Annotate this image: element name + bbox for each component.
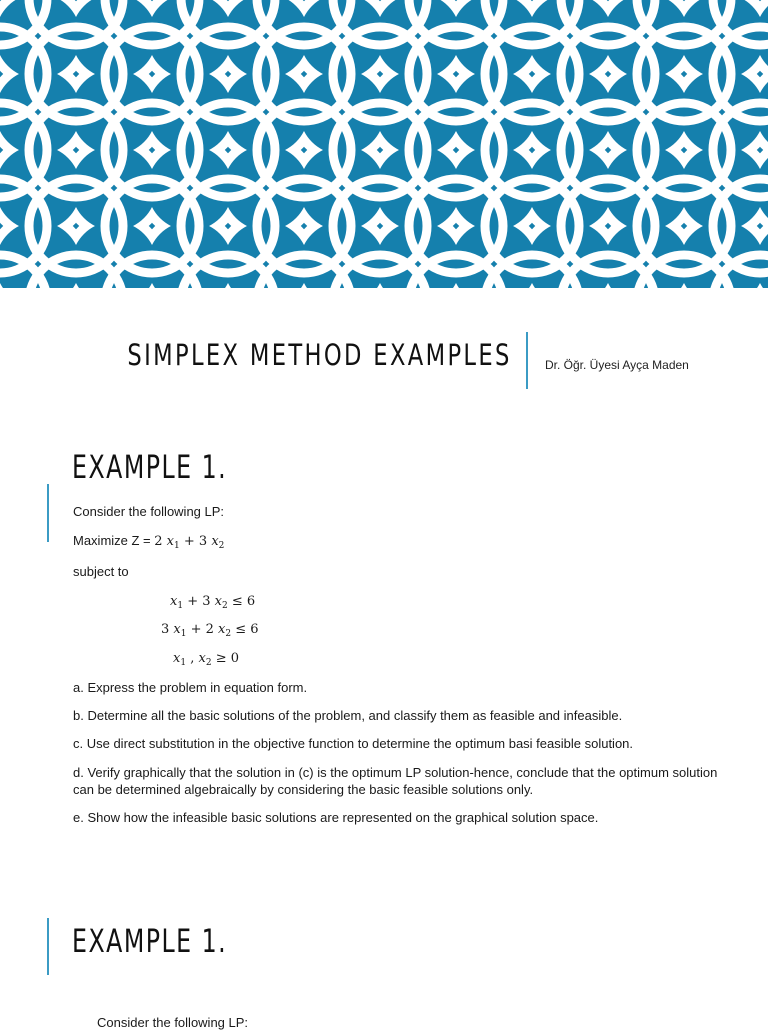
decorative-banner	[0, 0, 768, 288]
subject-to-label: subject to	[73, 564, 129, 579]
lp-intro: Consider the following LP:	[97, 1015, 249, 1030]
task-c: c. Use direct substitution in the objective function to determine the optimum basi feasible solution.	[73, 736, 634, 751]
nonnegativity-constraint: $x_1$ , $x_2 \ge 0$	[173, 651, 239, 668]
title-slide	[0, 288, 768, 412]
task-a: a. Express the problem in equation form.	[73, 680, 308, 695]
circle-pattern-graphic	[0, 0, 768, 288]
slide-heading: EXAMPLE 1.	[72, 448, 228, 486]
constraint-1: $x_1 + 3$ $x_2 \le 6$	[170, 594, 256, 611]
constraint-2: 3 $x_1 + 2$ $x_2 \le 6$	[161, 622, 259, 639]
author-name: Dr. Öğr. Üyesi Ayça Maden	[545, 358, 689, 372]
task-e: e. Show how the infeasible basic solutions are represented on the graphical solution space.	[73, 810, 599, 825]
title-divider	[526, 332, 528, 389]
task-d: d. Verify graphically that the solution in (c) is the optimum LP solution-hence, conclude that the optimum solution can be determined algebraically by considering the basic feasible solutions only.	[73, 765, 718, 797]
task-b: b. Determine all the basic solutions of the problem, and classify them as feasible and infeasible.	[73, 708, 623, 723]
heading-accent-bar	[47, 918, 49, 975]
lp-intro: Consider the following LP:	[73, 504, 225, 519]
deck-title: SIMPLEX METHOD EXAMPLES	[127, 338, 512, 372]
objective-function: Maximize Z = 2 $x_1 + 3$ $x_2$	[73, 533, 225, 551]
heading-accent-bar	[47, 484, 49, 542]
slide-heading: EXAMPLE 1.	[72, 922, 228, 960]
objective-label: Maximize Z =	[73, 533, 155, 548]
